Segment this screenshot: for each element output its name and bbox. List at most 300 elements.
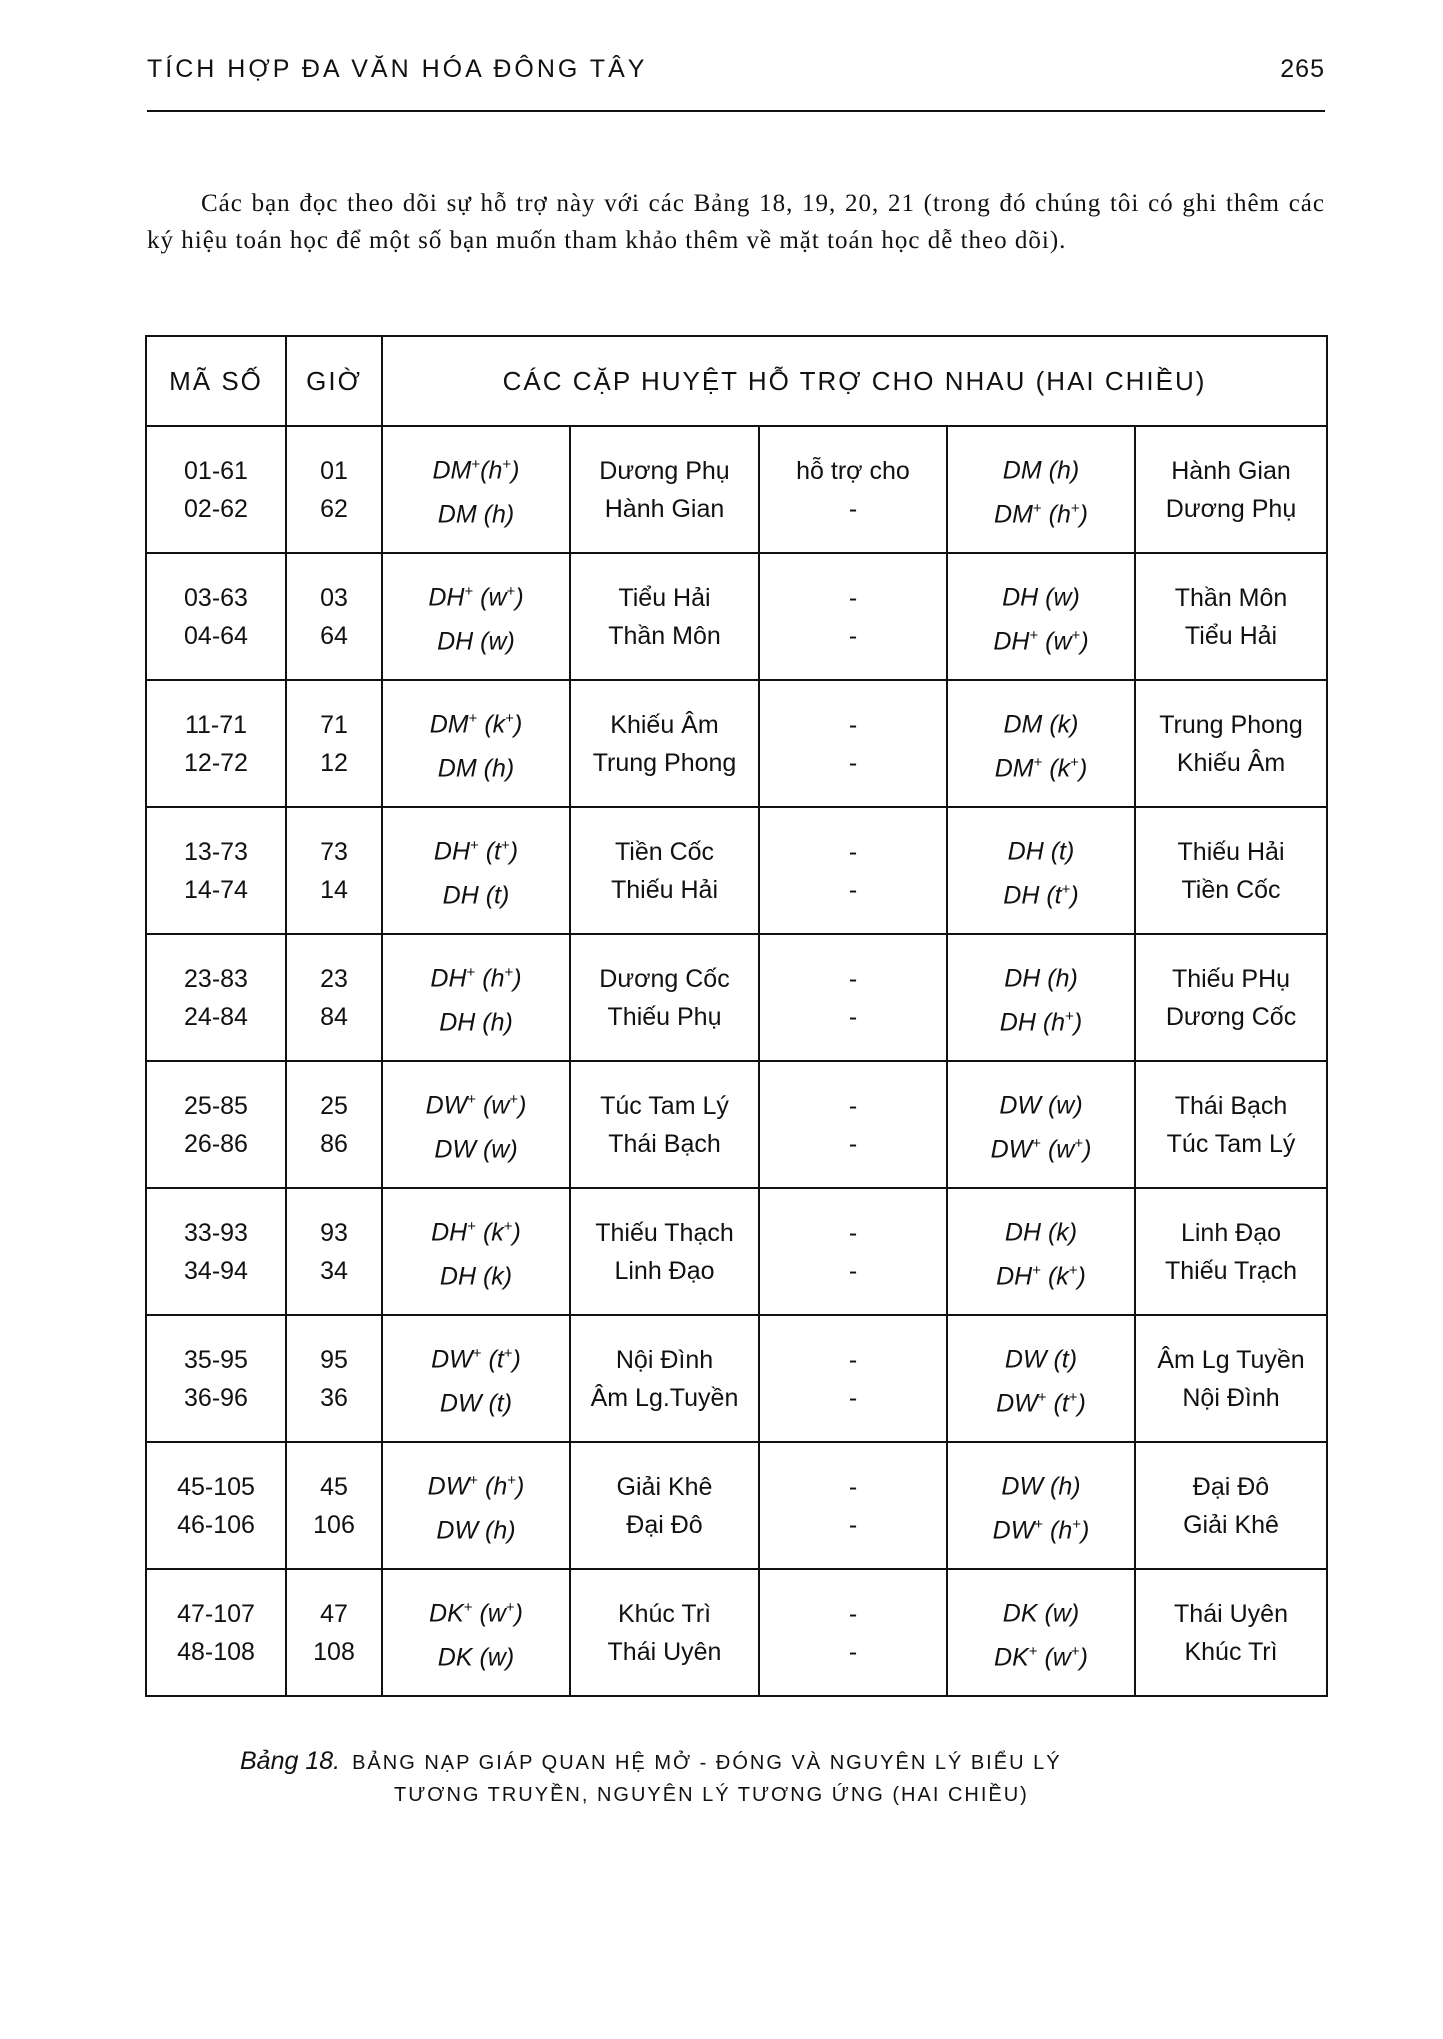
symbol-arg: (w [472,1599,506,1628]
cell-support [759,426,947,553]
code-line: 14-74 [184,875,248,904]
cell-sym-b [947,426,1135,553]
symbol-arg: (k [1042,753,1071,782]
symbol-superscript: + [506,583,516,601]
symbol-superscript: + [467,1091,476,1109]
symbol-close: ) [518,1091,527,1120]
code-line: 02-62 [184,494,248,523]
name-a-line: Thần Môn [608,621,721,650]
symbol-arg: (k [476,1218,504,1247]
hour-line: 23 [320,964,348,993]
table-row [146,1061,1327,1188]
cell-code [146,1569,286,1696]
symbol-superscript: + [1032,1134,1041,1152]
symbol-line [383,1081,569,1124]
symbol-base: DH [996,1261,1033,1290]
cell-sym-b [947,1569,1135,1696]
cell-name-a [570,934,759,1061]
symbol-superscript: + [1061,880,1071,898]
cell-sym-a [382,1315,570,1442]
symbol-base: DH (k) [1004,1218,1078,1247]
symbol-base: DM [994,753,1034,782]
support-line: - [848,1599,858,1628]
name-b-line: Giải Khê [1183,1510,1279,1539]
hour-line: 62 [320,494,348,523]
cell-name-b [1135,807,1327,934]
hour-line: 14 [320,875,348,904]
symbol-base: DH [431,1218,468,1247]
symbol-arg: (w [1037,1642,1071,1671]
support-line: - [848,1129,858,1158]
symbol-superscript: + [1037,1388,1047,1406]
hour-line: 106 [313,1510,355,1539]
support-line: - [848,1091,858,1120]
cell-sym-a [382,807,570,934]
symbol-base: DW (t) [439,1388,513,1417]
name-a-line: Khiếu Âm [610,710,719,739]
symbol-line [948,617,1134,660]
support-line: - [848,837,858,866]
symbol-superscript: + [1070,1642,1080,1660]
symbol-close: ) [512,1345,521,1374]
hour-line: 108 [313,1637,355,1666]
hour-line: 64 [320,621,348,650]
symbol-superscript: + [502,456,512,474]
support-line: - [848,964,858,993]
name-a-line: Tiền Cốc [614,837,715,866]
cell-support [759,1442,947,1569]
symbol-line [948,490,1134,533]
symbol-line [948,1252,1134,1295]
name-b-line: Thần Môn [1174,583,1288,612]
cell-hour [286,934,382,1061]
name-a-line: Linh Đạo [614,1256,715,1285]
name-b-line: Nội Đình [1182,1383,1280,1412]
name-b-line: Túc Tam Lý [1166,1129,1296,1158]
symbol-base: DH (k) [439,1261,513,1290]
symbol-base: DM [429,710,469,739]
code-line: 25-85 [184,1091,248,1120]
symbol-base: DM (k) [1003,710,1079,739]
symbol-base: DH (h) [439,1007,513,1036]
cell-support [759,807,947,934]
symbol-line [383,1125,569,1168]
support-line: - [848,748,858,777]
symbol-base: DW (w) [999,1091,1083,1120]
cell-name-a [570,1442,759,1569]
hour-line: 86 [320,1129,348,1158]
support-line: - [848,1637,858,1666]
symbol-line [383,954,569,997]
symbol-superscript: + [509,1091,519,1109]
cell-name-b [1135,1442,1327,1569]
cell-sym-a [382,553,570,680]
name-b-line: Dương Phụ [1165,494,1297,523]
name-a-line: Trung Phong [592,748,737,777]
code-line: 35-95 [184,1345,248,1374]
support-line: - [848,583,858,612]
symbol-line [948,827,1134,870]
acupoint-pairs-table [145,335,1328,1697]
caption-label: Bảng 18. [240,1747,341,1775]
cell-sym-a [382,1061,570,1188]
symbol-line [948,1462,1134,1505]
symbol-base: DK [429,1599,464,1628]
symbol-close: ) [516,1472,525,1501]
hour-line: 34 [320,1256,348,1285]
table-caption [240,1745,1240,1811]
name-a-line: Thiếu Hải [611,875,718,904]
symbol-arg: (w [1038,626,1072,655]
code-line: 23-83 [184,964,248,993]
cell-hour [286,1188,382,1315]
cell-name-a [570,1569,759,1696]
support-line: - [848,1002,858,1031]
cell-sym-b [947,553,1135,680]
name-b-line: Đại Đô [1192,1472,1270,1501]
symbol-superscript: + [472,1345,482,1363]
cell-support [759,934,947,1061]
name-b-line: Thiếu Trạch [1165,1256,1298,1285]
cell-hour [286,553,382,680]
symbol-arg: (t [1046,1388,1069,1417]
name-a-line: Thái Bạch [608,1129,721,1158]
symbol-base: DH [430,964,467,993]
symbol-base: DM (h) [437,753,515,782]
symbol-superscript: + [1071,626,1081,644]
hour-line: 47 [320,1599,348,1628]
symbol-base: DK (w) [1002,1599,1080,1628]
cell-support [759,1188,947,1315]
symbol-close: ) [513,710,523,739]
cell-name-b [1135,1569,1327,1696]
symbol-superscript: + [1032,1261,1041,1279]
symbol-line [383,573,569,616]
cell-code [146,1315,286,1442]
hour-line: 95 [320,1345,348,1374]
name-a-line: Khúc Trì [617,1599,712,1628]
column-header-hour: GIỜ [286,336,382,426]
code-line: 36-96 [184,1383,248,1412]
cell-name-a [570,1315,759,1442]
symbol-superscript: + [1070,753,1079,771]
symbol-close: ) [1083,1134,1092,1163]
symbol-close: ) [1077,1261,1086,1290]
symbol-base: DH [993,626,1030,655]
cell-hour [286,1061,382,1188]
support-line: - [848,1256,858,1285]
symbol-line [383,1462,569,1505]
cell-code [146,807,286,934]
cell-support [759,1569,947,1696]
symbol-base: DH (w) [1002,583,1080,612]
symbol-superscript: + [471,456,481,474]
name-b-line: Thiếu Hải [1177,837,1285,866]
symbol-line [948,1633,1134,1676]
cell-code [146,934,286,1061]
symbol-superscript: + [504,964,514,982]
symbol-arg: ) [1070,880,1079,909]
symbol-base: DW (h) [436,1515,516,1544]
cell-name-a [570,426,759,553]
cell-sym-a [382,680,570,807]
cell-name-a [570,553,759,680]
cell-sym-a [382,1569,570,1696]
cell-name-b [1135,553,1327,680]
table-row [146,807,1327,934]
symbol-line [948,446,1134,489]
name-a-line: Dương Cốc [599,964,730,993]
name-b-line: Khúc Trì [1184,1637,1278,1666]
name-a-line: Nội Đình [615,1345,714,1374]
table-row [146,934,1327,1061]
code-line: 48-108 [177,1637,255,1666]
symbol-superscript: + [1074,1134,1084,1152]
name-a-line: Tiểu Hải [618,583,711,612]
symbol-close: ) [1077,1388,1086,1417]
cell-sym-a [382,1442,570,1569]
symbol-superscript: + [467,1218,476,1236]
symbol-base: DM [994,499,1033,528]
hour-line: 45 [320,1472,348,1501]
cell-name-b [1135,1061,1327,1188]
symbol-superscript: + [1068,1261,1078,1279]
cell-name-a [570,1188,759,1315]
symbol-base: DW [990,1134,1033,1163]
symbol-line [948,1379,1134,1422]
name-b-line: Tiểu Hải [1184,621,1278,650]
cell-sym-a [382,1188,570,1315]
cell-hour [286,680,382,807]
symbol-base: DH (h [999,1007,1066,1036]
symbol-base: DH (h) [1004,964,1078,993]
name-b-line: Linh Đạo [1180,1218,1282,1247]
name-b-line: Trung Phong [1159,710,1303,739]
table-row [146,553,1327,680]
symbol-base: DH [428,583,465,612]
symbol-close: ) [1080,626,1089,655]
cell-support [759,1061,947,1188]
symbol-arg: (h [1043,1515,1073,1544]
symbol-superscript: + [463,1599,473,1617]
cell-sym-b [947,1315,1135,1442]
code-line: 47-107 [177,1599,255,1628]
column-header-pairs: CÁC CẶP HUYỆT HỖ TRỢ CHO NHAU (HAI CHIỀU) [382,336,1327,426]
symbol-base: DM (h) [1002,456,1080,485]
symbol-line [948,700,1134,743]
support-line: - [848,1345,858,1374]
page-number: 265 [1280,55,1325,83]
code-line: 26-86 [184,1129,248,1158]
symbol-superscript: + [1065,1007,1074,1025]
symbol-superscript: + [470,837,479,855]
code-line: 13-73 [184,837,248,866]
code-line: 45-105 [177,1472,255,1501]
symbol-close: ) [512,1218,521,1247]
hour-line: 12 [320,748,348,777]
name-b-line: Thái Uyên [1174,1599,1288,1628]
name-b-line: Dương Cốc [1165,1002,1297,1031]
symbol-superscript: + [1070,499,1080,517]
symbol-line [383,1335,569,1378]
name-a-line: Giải Khê [616,1472,713,1501]
symbol-line [383,871,569,914]
caption-line-2: TƯƠNG TRUYỀN, NGUYÊN LÝ TƯƠNG ỨNG (HAI CHIỀU) [394,1784,1029,1806]
code-line: 34-94 [184,1256,248,1285]
symbol-line [948,1125,1134,1168]
name-a-line: Thái Uyên [607,1637,722,1666]
symbol-base: DH (t [1003,880,1062,909]
symbol-line [383,490,569,533]
symbol-line [948,744,1134,787]
support-line: - [848,1218,858,1247]
name-a-line: Âm Lg.Tuyền [590,1383,739,1412]
cell-code [146,1188,286,1315]
cell-support [759,553,947,680]
symbol-arg: (k [477,710,506,739]
running-header-title: TÍCH HỢP ĐA VĂN HÓA ĐÔNG TÂY [147,55,648,83]
cell-name-b [1135,1315,1327,1442]
hour-line: 73 [320,837,348,866]
hour-line: 36 [320,1383,348,1412]
symbol-base: DH (t) [442,880,510,909]
name-b-line: Khiếu Âm [1176,748,1286,777]
code-line: 46-106 [177,1510,255,1539]
symbol-close: ) [1081,1515,1090,1544]
support-line: - [848,1383,858,1412]
name-a-line: Thiếu Phụ [607,1002,722,1031]
hour-line: 93 [320,1218,348,1247]
symbol-superscript: + [503,1345,513,1363]
support-line: hỗ trợ cho [796,456,910,485]
support-line: - [848,494,858,523]
table-row [146,1442,1327,1569]
cell-sym-b [947,1061,1135,1188]
support-line: - [848,1510,858,1539]
symbol-close: ) [1079,1642,1088,1671]
symbol-arg: (h [480,456,503,485]
cell-name-a [570,1061,759,1188]
symbol-line [948,1081,1134,1124]
cell-sym-b [947,1442,1135,1569]
hour-line: 25 [320,1091,348,1120]
cell-code [146,1442,286,1569]
symbol-arg: ) [1073,1007,1083,1036]
cell-support [759,1315,947,1442]
symbol-arg: (w [1041,1134,1075,1163]
symbol-base: DM [432,456,472,485]
code-line: 24-84 [184,1002,248,1031]
symbol-line [383,1379,569,1422]
symbol-superscript: + [1029,626,1039,644]
symbol-superscript: + [507,1472,517,1490]
name-a-line: Hành Gian [604,494,725,523]
symbol-superscript: + [468,710,478,728]
symbol-close: ) [511,456,520,485]
table-row [146,1315,1327,1442]
symbol-close: ) [513,964,522,993]
cell-code [146,426,286,553]
cell-sym-b [947,1188,1135,1315]
symbol-superscript: + [1034,1515,1044,1533]
symbol-base: DW [992,1515,1035,1544]
cell-name-b [1135,934,1327,1061]
table-row [146,1188,1327,1315]
cell-name-b [1135,680,1327,807]
symbol-line [383,1633,569,1676]
symbol-arg: (w [473,583,507,612]
symbol-base: DW (t) [1004,1345,1078,1374]
symbol-base: DW (h) [1001,1472,1081,1501]
symbol-close: ) [1078,753,1088,782]
symbol-line [383,1589,569,1632]
symbol-line [948,1589,1134,1632]
symbol-close: ) [515,583,524,612]
symbol-line [383,827,569,870]
caption-line-1: BẢNG NẠP GIÁP QUAN HỆ MỞ - ĐÓNG VÀ NGUYÊN LÝ BIỂU LÝ [352,1752,1062,1774]
symbol-superscript: + [1068,1388,1078,1406]
intro-paragraph: Các bạn đọc theo dõi sự hỗ trợ này với các Bảng 18, 19, 20, 21 (trong đó chúng tôi có ghi thêm các ký hiệu toán học để một số bạn muốn tham khảo thêm về mặt toán học dễ theo dõi). [147,190,1325,254]
table-row [146,1569,1327,1696]
cell-support [759,680,947,807]
symbol-base: DH (t) [1007,837,1075,866]
symbol-base: DW [427,1472,470,1501]
symbol-line [383,1252,569,1295]
symbol-superscript: + [466,964,476,982]
symbol-superscript: + [503,1218,513,1236]
cell-code [146,553,286,680]
symbol-arg: (h [475,964,505,993]
symbol-line [383,617,569,660]
header-divider [147,110,1325,112]
symbol-base: DH [433,837,471,866]
symbol-close: ) [514,1599,523,1628]
symbol-base: DW [996,1388,1038,1417]
symbol-arg: (t [481,1345,504,1374]
cell-sym-a [382,426,570,553]
symbol-base: DW [431,1345,473,1374]
symbol-line [383,1506,569,1549]
table-row [146,680,1327,807]
symbol-superscript: + [1033,753,1043,771]
symbol-close: ) [509,837,519,866]
cell-hour [286,1315,382,1442]
table-row [146,426,1327,553]
cell-hour [286,1442,382,1569]
support-line: - [848,875,858,904]
symbol-base: DW [425,1091,468,1120]
symbol-close: ) [1079,499,1088,528]
symbol-line [948,954,1134,997]
support-line: - [848,1472,858,1501]
symbol-line [948,998,1134,1041]
symbol-arg: (t [478,837,501,866]
cell-sym-b [947,680,1135,807]
name-a-line: Đại Đô [626,1510,703,1539]
hour-line: 03 [320,583,348,612]
name-b-line: Hành Gian [1171,456,1291,485]
symbol-superscript: + [1032,499,1042,517]
support-line: - [848,621,858,650]
hour-line: 84 [320,1002,348,1031]
cell-hour [286,426,382,553]
symbol-base: DW (w) [434,1134,518,1163]
symbol-line [383,446,569,489]
code-line: 33-93 [184,1218,248,1247]
cell-hour [286,1569,382,1696]
code-line: 03-63 [184,583,248,612]
symbol-superscript: + [1072,1515,1082,1533]
